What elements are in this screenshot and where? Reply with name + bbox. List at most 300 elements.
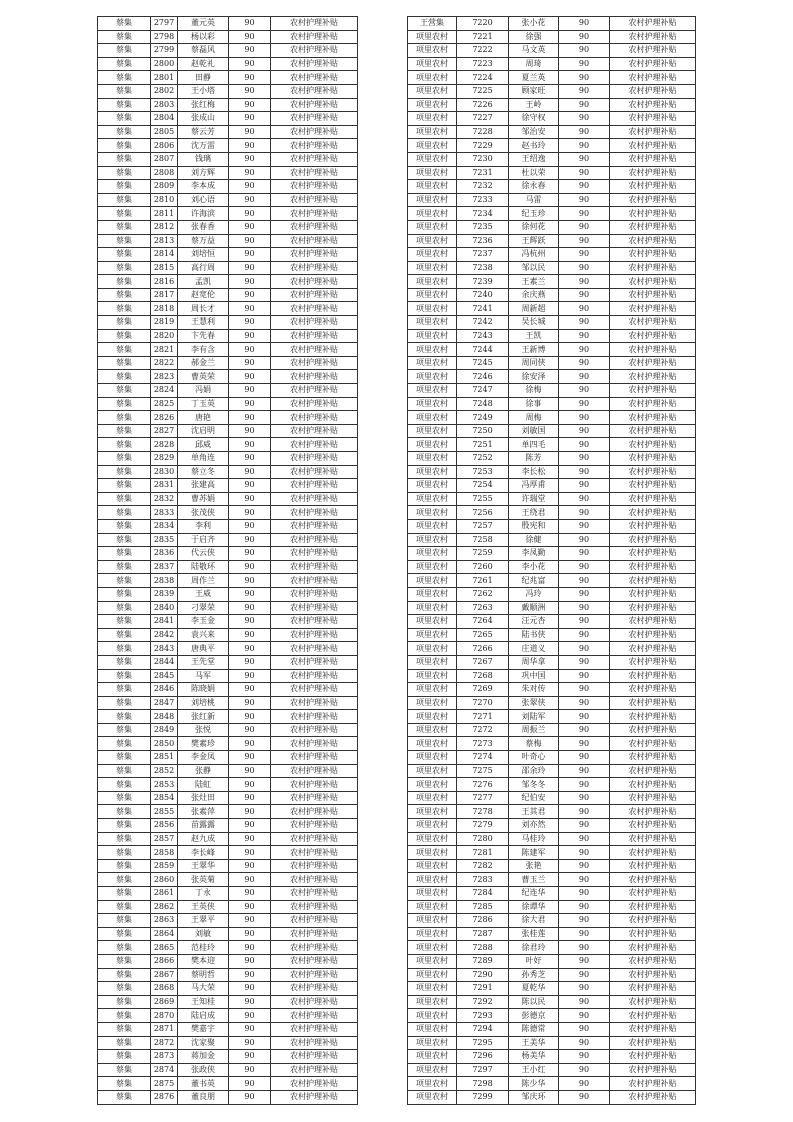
subsidy-type-cell: 农村护理补贴: [271, 1077, 358, 1091]
id-cell: 7252: [457, 452, 509, 466]
table-row: [408, 261, 696, 275]
name-cell: 王威: [178, 587, 229, 601]
village-cell: 蔡集: [98, 683, 151, 697]
subsidy-type-cell: 农村护理补贴: [610, 356, 696, 370]
subsidy-type-cell: 农村护理补贴: [271, 764, 358, 778]
village-cell: 蔡集: [98, 791, 151, 805]
subsidy-type-cell: 农村护理补贴: [271, 180, 358, 194]
village-cell: 项里农村: [408, 112, 457, 126]
subsidy-type-cell: 农村护理补贴: [271, 329, 358, 343]
amount-cell: 90: [559, 846, 610, 860]
table-row: [408, 180, 696, 194]
name-cell: 徐梅: [509, 384, 559, 398]
village-cell: 蔡集: [98, 968, 151, 982]
table-row: [408, 1009, 696, 1023]
amount-cell: 90: [559, 696, 610, 710]
amount-cell: 90: [559, 397, 610, 411]
id-cell: 7269: [457, 683, 509, 697]
name-cell: 陆启成: [178, 1009, 229, 1023]
id-cell: 2846: [151, 683, 178, 697]
amount-cell: 90: [559, 424, 610, 438]
village-cell: 项里农村: [408, 411, 457, 425]
name-cell: 马大荣: [178, 982, 229, 996]
amount-cell: 90: [229, 288, 271, 302]
subsidy-type-cell: 农村护理补贴: [610, 601, 696, 615]
table-row: [408, 411, 696, 425]
village-cell: 项里农村: [408, 846, 457, 860]
name-cell: 蔡立冬: [178, 465, 229, 479]
village-cell: 项里农村: [408, 737, 457, 751]
id-cell: 7281: [457, 846, 509, 860]
amount-cell: 90: [559, 275, 610, 289]
id-cell: 2871: [151, 1022, 178, 1036]
table-row: [98, 397, 358, 411]
id-cell: 2844: [151, 655, 178, 669]
amount-cell: 90: [559, 805, 610, 819]
village-cell: 蔡集: [98, 1090, 151, 1104]
id-cell: 2800: [151, 57, 178, 71]
name-cell: 纪玉珍: [509, 207, 559, 221]
name-cell: 周同侠: [509, 356, 559, 370]
subsidy-type-cell: 农村护理补贴: [271, 900, 358, 914]
amount-cell: 90: [559, 234, 610, 248]
subsidy-type-cell: 农村护理补贴: [271, 954, 358, 968]
village-cell: 蔡集: [98, 669, 151, 683]
name-cell: 王先堂: [178, 655, 229, 669]
name-cell: 李本成: [178, 180, 229, 194]
amount-cell: 90: [559, 764, 610, 778]
id-cell: 7227: [457, 112, 509, 126]
id-cell: 7283: [457, 873, 509, 887]
village-cell: 项里农村: [408, 125, 457, 139]
table-row: [98, 370, 358, 384]
village-cell: 蔡集: [98, 479, 151, 493]
subsidy-type-cell: 农村护理补贴: [610, 764, 696, 778]
subsidy-type-cell: 农村护理补贴: [610, 533, 696, 547]
id-cell: 2872: [151, 1036, 178, 1050]
amount-cell: 90: [559, 261, 610, 275]
name-cell: 蔡万益: [178, 234, 229, 248]
name-cell: 袁兴来: [178, 628, 229, 642]
subsidy-type-cell: 农村护理补贴: [610, 628, 696, 642]
amount-cell: 90: [559, 982, 610, 996]
subsidy-type-cell: 农村护理补贴: [271, 601, 358, 615]
subsidy-type-cell: 农村护理补贴: [271, 615, 358, 629]
subsidy-type-cell: 农村护理补贴: [271, 84, 358, 98]
id-cell: 2816: [151, 275, 178, 289]
id-cell: 2862: [151, 900, 178, 914]
id-cell: 7239: [457, 275, 509, 289]
name-cell: 马雷: [509, 193, 559, 207]
table-row: [98, 125, 358, 139]
name-cell: 李金凤: [178, 751, 229, 765]
table-row: [98, 30, 358, 44]
amount-cell: 90: [229, 655, 271, 669]
village-cell: 项里农村: [408, 234, 457, 248]
name-cell: 蔡梅: [509, 737, 559, 751]
village-cell: 蔡集: [98, 832, 151, 846]
subsidy-type-cell: 农村护理补贴: [610, 479, 696, 493]
amount-cell: 90: [559, 438, 610, 452]
table-row: [408, 655, 696, 669]
table-row: [98, 791, 358, 805]
id-cell: 7297: [457, 1063, 509, 1077]
id-cell: 7255: [457, 492, 509, 506]
id-cell: 7232: [457, 180, 509, 194]
name-cell: 高行周: [178, 261, 229, 275]
amount-cell: 90: [229, 384, 271, 398]
table-row: [408, 615, 696, 629]
name-cell: 汪元杏: [509, 615, 559, 629]
subsidy-type-cell: 农村护理补贴: [271, 302, 358, 316]
table-row: [408, 84, 696, 98]
subsidy-type-cell: 农村护理补贴: [610, 384, 696, 398]
id-cell: 2847: [151, 696, 178, 710]
subsidy-type-cell: 农村护理补贴: [610, 900, 696, 914]
name-cell: 王知桂: [178, 995, 229, 1009]
amount-cell: 90: [559, 30, 610, 44]
amount-cell: 90: [229, 370, 271, 384]
amount-cell: 90: [229, 329, 271, 343]
table-row: [408, 316, 696, 330]
amount-cell: 90: [229, 166, 271, 180]
name-cell: 李小花: [509, 560, 559, 574]
name-cell: 王凯: [509, 329, 559, 343]
name-cell: 张灶田: [178, 791, 229, 805]
subsidy-type-cell: 农村护理补贴: [610, 805, 696, 819]
id-cell: 7250: [457, 424, 509, 438]
village-cell: 蔡集: [98, 261, 151, 275]
table-row: [98, 166, 358, 180]
subsidy-type-cell: 农村护理补贴: [610, 968, 696, 982]
table-row: [98, 778, 358, 792]
table-row: [408, 927, 696, 941]
id-cell: 7299: [457, 1090, 509, 1104]
id-cell: 7242: [457, 316, 509, 330]
subsidy-type-cell: 农村护理补贴: [271, 1050, 358, 1064]
amount-cell: 90: [559, 547, 610, 561]
subsidy-type-cell: 农村护理补贴: [271, 941, 358, 955]
id-cell: 7222: [457, 44, 509, 58]
table-row: [98, 954, 358, 968]
name-cell: 苗露露: [178, 819, 229, 833]
subsidy-type-cell: 农村护理补贴: [271, 1009, 358, 1023]
id-cell: 7296: [457, 1050, 509, 1064]
id-cell: 7245: [457, 356, 509, 370]
subsidy-type-cell: 农村护理补贴: [610, 615, 696, 629]
amount-cell: 90: [229, 316, 271, 330]
id-cell: 7221: [457, 30, 509, 44]
name-cell: 徐何花: [509, 220, 559, 234]
subsidy-type-cell: 农村护理补贴: [271, 805, 358, 819]
village-cell: 王营集: [408, 17, 457, 31]
amount-cell: 90: [559, 519, 610, 533]
id-cell: 7240: [457, 288, 509, 302]
id-cell: 7270: [457, 696, 509, 710]
subsidy-type-cell: 农村护理补贴: [271, 995, 358, 1009]
village-cell: 项里农村: [408, 1009, 457, 1023]
subsidy-type-cell: 农村护理补贴: [610, 832, 696, 846]
village-cell: 蔡集: [98, 166, 151, 180]
amount-cell: 90: [229, 465, 271, 479]
id-cell: 2832: [151, 492, 178, 506]
id-cell: 2835: [151, 533, 178, 547]
amount-cell: 90: [559, 166, 610, 180]
name-cell: 王小塔: [178, 84, 229, 98]
amount-cell: 90: [559, 1063, 610, 1077]
name-cell: 王翠平: [178, 914, 229, 928]
subsidy-type-cell: 农村护理补贴: [610, 139, 696, 153]
table-row: [408, 587, 696, 601]
amount-cell: 90: [559, 1009, 610, 1023]
id-cell: 2813: [151, 234, 178, 248]
village-cell: 项里农村: [408, 343, 457, 357]
id-cell: 7292: [457, 995, 509, 1009]
id-cell: 2839: [151, 587, 178, 601]
subsidy-type-cell: 农村护理补贴: [271, 710, 358, 724]
table-row: [98, 887, 358, 901]
id-cell: 2808: [151, 166, 178, 180]
village-cell: 蔡集: [98, 112, 151, 126]
id-cell: 2837: [151, 560, 178, 574]
table-row: [98, 506, 358, 520]
village-cell: 蔡集: [98, 411, 151, 425]
subsidy-type-cell: 农村护理补贴: [610, 492, 696, 506]
id-cell: 7262: [457, 587, 509, 601]
name-cell: 冯娟: [178, 384, 229, 398]
name-cell: 孟凯: [178, 275, 229, 289]
table-row: [408, 438, 696, 452]
village-cell: 项里农村: [408, 615, 457, 629]
id-cell: 2840: [151, 601, 178, 615]
name-cell: 许海滨: [178, 207, 229, 221]
amount-cell: 90: [559, 152, 610, 166]
subsidy-type-cell: 农村护理补贴: [271, 832, 358, 846]
village-cell: 蔡集: [98, 547, 151, 561]
id-cell: 2874: [151, 1063, 178, 1077]
table-row: [408, 424, 696, 438]
subsidy-type-cell: 农村护理补贴: [271, 207, 358, 221]
amount-cell: 90: [559, 288, 610, 302]
village-cell: 蔡集: [98, 628, 151, 642]
table-row: [98, 275, 358, 289]
table-row: [98, 927, 358, 941]
name-cell: 李凤勤: [509, 547, 559, 561]
subsidy-type-cell: 农村护理补贴: [271, 220, 358, 234]
subsidy-type-cell: 农村护理补贴: [610, 234, 696, 248]
name-cell: 刘陆军: [509, 710, 559, 724]
table-row: [98, 98, 358, 112]
amount-cell: 90: [229, 506, 271, 520]
village-cell: 项里农村: [408, 1063, 457, 1077]
id-cell: 2797: [151, 17, 178, 31]
village-cell: 蔡集: [98, 723, 151, 737]
name-cell: 李玉金: [178, 615, 229, 629]
table-row: [98, 152, 358, 166]
amount-cell: 90: [559, 248, 610, 262]
table-row: [408, 370, 696, 384]
table-row: [98, 248, 358, 262]
table-row: [408, 30, 696, 44]
id-cell: 2826: [151, 411, 178, 425]
village-cell: 项里农村: [408, 220, 457, 234]
amount-cell: 90: [559, 859, 610, 873]
id-cell: 7256: [457, 506, 509, 520]
village-cell: 项里农村: [408, 193, 457, 207]
village-cell: 蔡集: [98, 397, 151, 411]
amount-cell: 90: [559, 125, 610, 139]
subsidy-type-cell: 农村护理补贴: [271, 152, 358, 166]
amount-cell: 90: [559, 655, 610, 669]
name-cell: 樊嘉宇: [178, 1022, 229, 1036]
amount-cell: 90: [229, 71, 271, 85]
subsidy-type-cell: 农村护理补贴: [271, 737, 358, 751]
name-cell: 徐谭华: [509, 900, 559, 914]
amount-cell: 90: [229, 1009, 271, 1023]
village-cell: 蔡集: [98, 696, 151, 710]
village-cell: 项里农村: [408, 30, 457, 44]
name-cell: 刘培桃: [178, 696, 229, 710]
amount-cell: 90: [559, 574, 610, 588]
subsidy-type-cell: 农村护理补贴: [271, 139, 358, 153]
subsidy-type-cell: 农村护理补贴: [271, 112, 358, 126]
id-cell: 2799: [151, 44, 178, 58]
subsidy-type-cell: 农村护理补贴: [610, 193, 696, 207]
subsidy-type-cell: 农村护理补贴: [610, 302, 696, 316]
name-cell: 邹以民: [509, 261, 559, 275]
village-cell: 项里农村: [408, 152, 457, 166]
name-cell: 周作兰: [178, 574, 229, 588]
village-cell: 项里农村: [408, 180, 457, 194]
name-cell: 张成山: [178, 112, 229, 126]
village-cell: 项里农村: [408, 479, 457, 493]
table-row: [98, 452, 358, 466]
name-cell: 李长松: [509, 465, 559, 479]
subsidy-type-cell: 农村护理补贴: [271, 424, 358, 438]
village-cell: 项里农村: [408, 261, 457, 275]
table-row: [408, 506, 696, 520]
name-cell: 张翠侠: [509, 696, 559, 710]
subsidy-type-cell: 农村护理补贴: [610, 995, 696, 1009]
name-cell: 吴长城: [509, 316, 559, 330]
subsidy-type-cell: 农村护理补贴: [610, 30, 696, 44]
subsidy-table-right: [407, 16, 696, 1105]
name-cell: 纪伯安: [509, 791, 559, 805]
village-cell: 蔡集: [98, 914, 151, 928]
subsidy-type-cell: 农村护理补贴: [271, 914, 358, 928]
table-row: [408, 1022, 696, 1036]
id-cell: 2812: [151, 220, 178, 234]
village-cell: 蔡集: [98, 139, 151, 153]
amount-cell: 90: [229, 479, 271, 493]
amount-cell: 90: [559, 560, 610, 574]
table-row: [98, 180, 358, 194]
table-row: [98, 1077, 358, 1091]
village-cell: 蔡集: [98, 601, 151, 615]
amount-cell: 90: [559, 356, 610, 370]
table-row: [408, 805, 696, 819]
village-cell: 蔡集: [98, 982, 151, 996]
village-cell: 项里农村: [408, 696, 457, 710]
village-cell: 蔡集: [98, 356, 151, 370]
table-row: [408, 547, 696, 561]
id-cell: 7286: [457, 914, 509, 928]
id-cell: 7274: [457, 751, 509, 765]
amount-cell: 90: [559, 1022, 610, 1036]
table-row: [408, 560, 696, 574]
table-row: [408, 1063, 696, 1077]
village-cell: 蔡集: [98, 57, 151, 71]
table-row: [98, 139, 358, 153]
amount-cell: 90: [559, 642, 610, 656]
table-row: [408, 1050, 696, 1064]
name-cell: 刘亦然: [509, 819, 559, 833]
id-cell: 7249: [457, 411, 509, 425]
village-cell: 项里农村: [408, 954, 457, 968]
amount-cell: 90: [229, 832, 271, 846]
id-cell: 2831: [151, 479, 178, 493]
id-cell: 2848: [151, 710, 178, 724]
amount-cell: 90: [229, 805, 271, 819]
village-cell: 蔡集: [98, 642, 151, 656]
amount-cell: 90: [559, 900, 610, 914]
table-row: [408, 329, 696, 343]
amount-cell: 90: [229, 791, 271, 805]
village-cell: 蔡集: [98, 1050, 151, 1064]
subsidy-type-cell: 农村护理补贴: [610, 846, 696, 860]
table-row: [408, 751, 696, 765]
id-cell: 7257: [457, 519, 509, 533]
table-row: [98, 1036, 358, 1050]
village-cell: 蔡集: [98, 84, 151, 98]
subsidy-type-cell: 农村护理补贴: [271, 411, 358, 425]
name-cell: 张春香: [178, 220, 229, 234]
name-cell: 单四毛: [509, 438, 559, 452]
name-cell: 丁玉英: [178, 397, 229, 411]
table-row: [408, 193, 696, 207]
village-cell: 蔡集: [98, 859, 151, 873]
village-cell: 项里农村: [408, 628, 457, 642]
subsidy-type-cell: 农村护理补贴: [271, 628, 358, 642]
id-cell: 7258: [457, 533, 509, 547]
village-cell: 蔡集: [98, 846, 151, 860]
table-row: [408, 859, 696, 873]
subsidy-type-cell: 农村护理补贴: [610, 465, 696, 479]
village-cell: 项里农村: [408, 207, 457, 221]
table-row: [98, 574, 358, 588]
village-cell: 蔡集: [98, 424, 151, 438]
amount-cell: 90: [559, 17, 610, 31]
amount-cell: 90: [559, 995, 610, 1009]
subsidy-type-cell: 农村护理补贴: [610, 723, 696, 737]
subsidy-type-cell: 农村护理补贴: [610, 98, 696, 112]
amount-cell: 90: [559, 737, 610, 751]
table-row: [408, 900, 696, 914]
id-cell: 2861: [151, 887, 178, 901]
amount-cell: 90: [229, 356, 271, 370]
name-cell: 朱对传: [509, 683, 559, 697]
table-row: [98, 846, 358, 860]
subsidy-type-cell: 农村护理补贴: [271, 669, 358, 683]
table-row: [98, 764, 358, 778]
table-row: [98, 615, 358, 629]
subsidy-type-cell: 农村护理补贴: [610, 560, 696, 574]
id-cell: 7266: [457, 642, 509, 656]
amount-cell: 90: [229, 411, 271, 425]
subsidy-type-cell: 农村护理补贴: [271, 1022, 358, 1036]
name-cell: 张艳: [509, 859, 559, 873]
amount-cell: 90: [559, 669, 610, 683]
